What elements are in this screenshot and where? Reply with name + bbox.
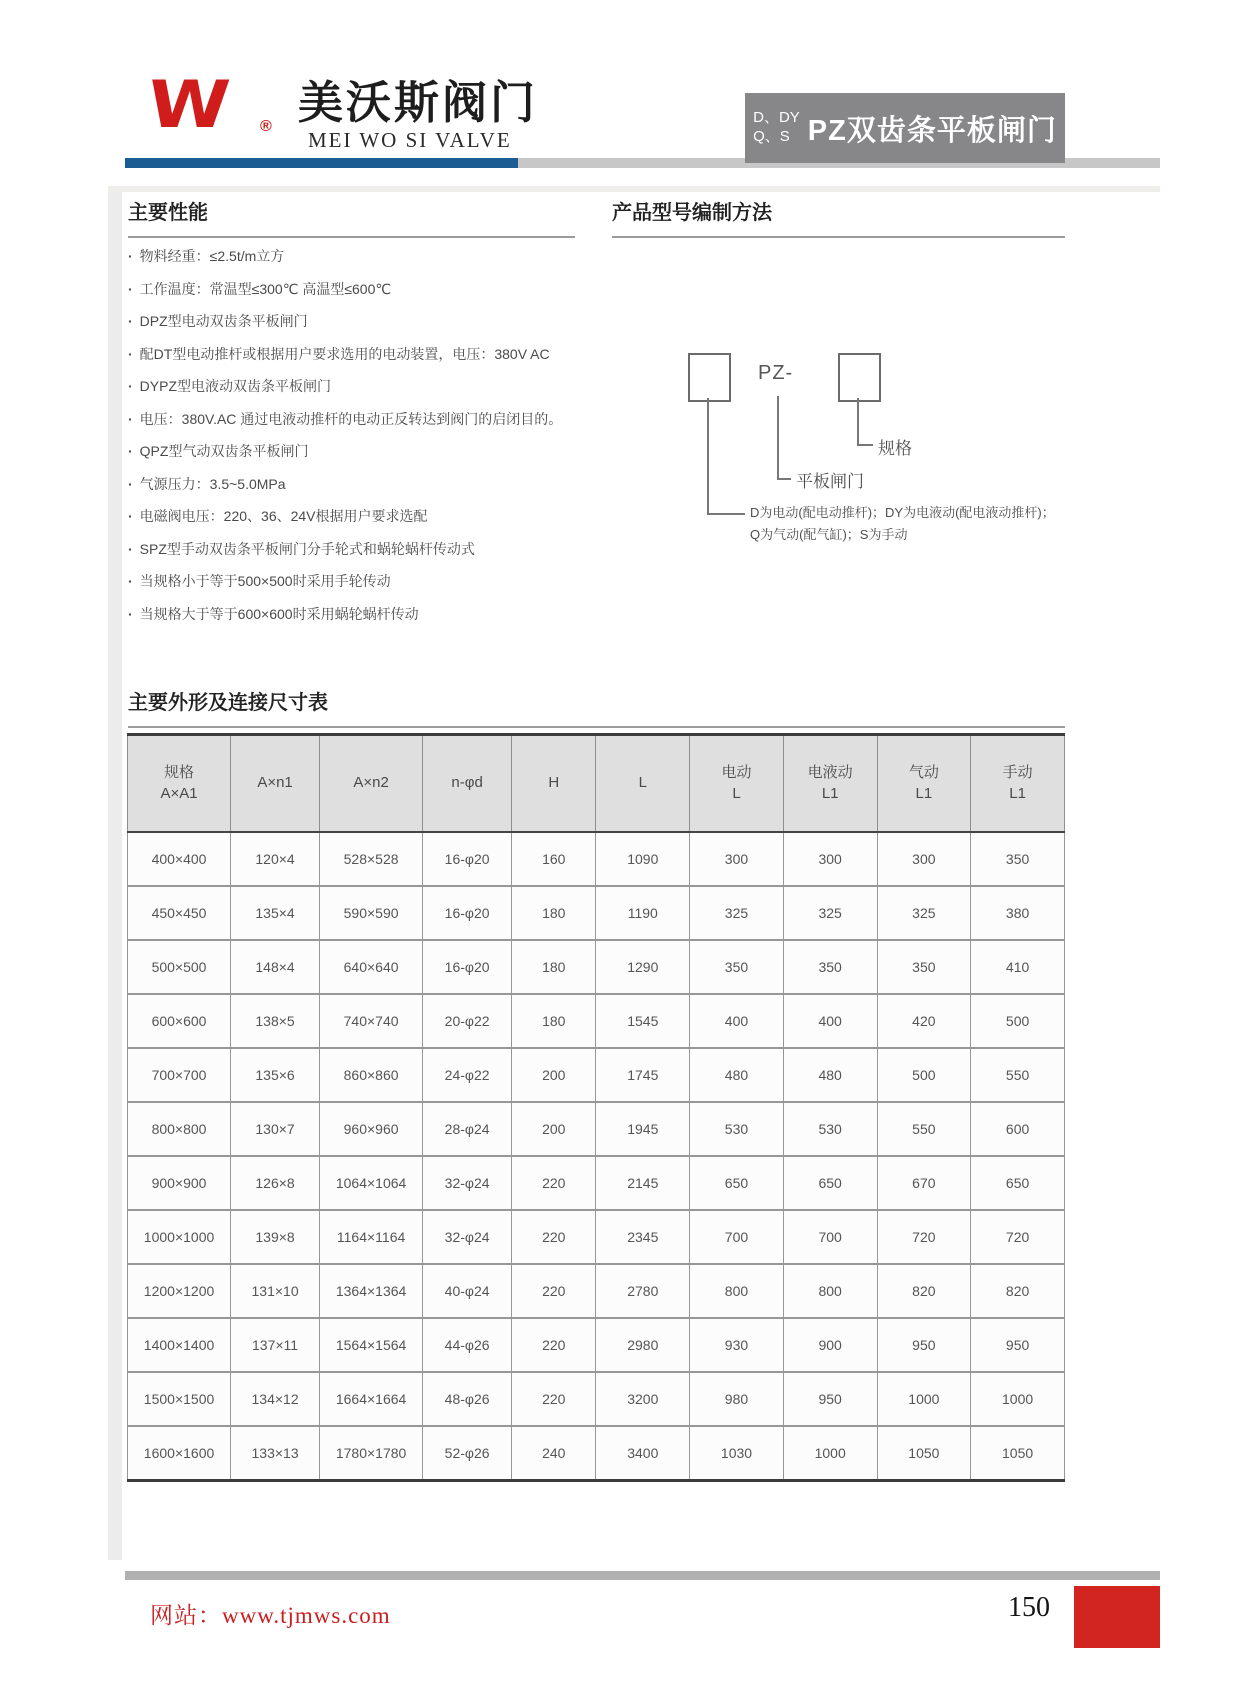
table-cell: 600×600 bbox=[128, 994, 231, 1048]
registered-trademark-icon: ® bbox=[260, 118, 272, 135]
column-header: A×n2 bbox=[320, 735, 423, 833]
table-cell: 1745 bbox=[596, 1048, 690, 1102]
table-cell: 800×800 bbox=[128, 1102, 231, 1156]
performance-item: · 配DT型电动推杆或根据用户要求选用的电动装置，电压：380V AC bbox=[128, 338, 598, 371]
table-cell: 220 bbox=[512, 1156, 596, 1210]
table-cell: 32-φ24 bbox=[423, 1210, 512, 1264]
table-cell: 650 bbox=[971, 1156, 1065, 1210]
table-cell: 1200×1200 bbox=[128, 1264, 231, 1318]
table-row bbox=[128, 940, 1065, 994]
table-cell: 590×590 bbox=[320, 886, 423, 940]
table-cell: 700 bbox=[690, 1210, 784, 1264]
table-cell: 640×640 bbox=[320, 940, 423, 994]
table-cell: 16-φ20 bbox=[423, 886, 512, 940]
performance-item: · SPZ型手动双齿条平板闸门分手轮式和蜗轮蜗杆传动式 bbox=[128, 533, 598, 566]
table-cell: 138×5 bbox=[231, 994, 320, 1048]
page-number: 150 bbox=[1008, 1592, 1050, 1623]
spec-code-box bbox=[838, 353, 881, 402]
table-cell: 220 bbox=[512, 1372, 596, 1426]
table-cell: 950 bbox=[971, 1318, 1065, 1372]
table-cell: 220 bbox=[512, 1210, 596, 1264]
table-cell: 450×450 bbox=[128, 886, 231, 940]
table-cell: 300 bbox=[690, 832, 784, 886]
table-cell: 500 bbox=[971, 994, 1065, 1048]
performance-item: · 物料经重：≤2.5t/m立方 bbox=[128, 240, 598, 273]
table-cell: 700×700 bbox=[128, 1048, 231, 1102]
table-cell: 1000 bbox=[783, 1426, 877, 1481]
table-cell: 800 bbox=[783, 1264, 877, 1318]
table-cell: 139×8 bbox=[231, 1210, 320, 1264]
performance-heading: 主要性能 bbox=[128, 196, 575, 238]
table-row bbox=[128, 1048, 1065, 1102]
table-cell: 1500×1500 bbox=[128, 1372, 231, 1426]
table-cell: 1600×1600 bbox=[128, 1426, 231, 1481]
table-row bbox=[128, 1372, 1065, 1426]
table-cell: 131×10 bbox=[231, 1264, 320, 1318]
table-cell: 24-φ22 bbox=[423, 1048, 512, 1102]
table-cell: 134×12 bbox=[231, 1372, 320, 1426]
table-cell: 1030 bbox=[690, 1426, 784, 1481]
table-cell: 670 bbox=[877, 1156, 971, 1210]
table-cell: 180 bbox=[512, 940, 596, 994]
table-cell: 720 bbox=[971, 1210, 1065, 1264]
table-row bbox=[128, 886, 1065, 940]
table-cell: 350 bbox=[877, 940, 971, 994]
table-cell: 950 bbox=[877, 1318, 971, 1372]
column-header: 手动 L1 bbox=[971, 735, 1065, 833]
spec-label: 规格 bbox=[878, 439, 912, 458]
column-header: 电液动 L1 bbox=[783, 735, 877, 833]
page-margin-strip bbox=[108, 186, 122, 1560]
brand-logo-icon: W bbox=[144, 67, 233, 143]
table-row bbox=[128, 994, 1065, 1048]
performance-item: · 工作温度：常温型≤300℃ 高温型≤600℃ bbox=[128, 273, 598, 306]
table-cell: 325 bbox=[783, 886, 877, 940]
type-codes-line2: Q、S bbox=[753, 128, 790, 145]
table-cell: 820 bbox=[971, 1264, 1065, 1318]
table-cell: 950 bbox=[783, 1372, 877, 1426]
table-cell: 980 bbox=[690, 1372, 784, 1426]
table-cell: 2980 bbox=[596, 1318, 690, 1372]
table-cell: 350 bbox=[971, 832, 1065, 886]
table-cell: 720 bbox=[877, 1210, 971, 1264]
table-cell: 1290 bbox=[596, 940, 690, 994]
drive-code-box bbox=[688, 353, 731, 402]
table-cell: 800 bbox=[690, 1264, 784, 1318]
header-separator-band bbox=[108, 186, 1160, 192]
table-cell: 1364×1364 bbox=[320, 1264, 423, 1318]
table-cell: 1000 bbox=[971, 1372, 1065, 1426]
performance-item: · 气源压力：3.5~5.0MPa bbox=[128, 468, 598, 501]
table-cell: 1000 bbox=[877, 1372, 971, 1426]
company-name-cn: 美沃斯阀门 bbox=[298, 78, 539, 128]
table-cell: 126×8 bbox=[231, 1156, 320, 1210]
table-cell: 16-φ20 bbox=[423, 832, 512, 886]
table-cell: 1050 bbox=[877, 1426, 971, 1481]
table-cell: 220 bbox=[512, 1318, 596, 1372]
table-cell: 32-φ24 bbox=[423, 1156, 512, 1210]
table-cell: 300 bbox=[877, 832, 971, 886]
table-cell: 180 bbox=[512, 994, 596, 1048]
table-cell: 820 bbox=[877, 1264, 971, 1318]
table-row bbox=[128, 1426, 1065, 1481]
performance-item: · 当规格小于等于500×500时采用手轮传动 bbox=[128, 565, 598, 598]
performance-item: · DYPZ型电液动双齿条平板闸门 bbox=[128, 370, 598, 403]
table-cell: 135×6 bbox=[231, 1048, 320, 1102]
table-cell: 480 bbox=[690, 1048, 784, 1102]
table-cell: 380 bbox=[971, 886, 1065, 940]
table-cell: 2780 bbox=[596, 1264, 690, 1318]
performance-item: · QPZ型气动双齿条平板闸门 bbox=[128, 435, 598, 468]
table-cell: 550 bbox=[877, 1102, 971, 1156]
model-number-diagram bbox=[680, 348, 1080, 563]
table-cell: 900 bbox=[783, 1318, 877, 1372]
spec-leader-line bbox=[857, 398, 873, 446]
product-type-codes bbox=[753, 109, 800, 147]
product-title: PZ双齿条平板闸门 bbox=[807, 114, 1057, 147]
table-cell: 400 bbox=[783, 994, 877, 1048]
table-row bbox=[128, 1156, 1065, 1210]
column-header: L bbox=[596, 735, 690, 833]
performance-item: · 电磁阀电压：220、36、24V根据用户要求选配 bbox=[128, 500, 598, 533]
column-header: 电动 L bbox=[690, 735, 784, 833]
table-cell: 400×400 bbox=[128, 832, 231, 886]
table-cell: 1000×1000 bbox=[128, 1210, 231, 1264]
table-cell: 480 bbox=[783, 1048, 877, 1102]
table-cell: 300 bbox=[783, 832, 877, 886]
table-cell: 1664×1664 bbox=[320, 1372, 423, 1426]
product-title-badge bbox=[745, 93, 1065, 163]
table-cell: 3400 bbox=[596, 1426, 690, 1481]
drive-legend-line1: D为电动(配电动推杆)；DY为电液动(配电液动推杆)； bbox=[750, 505, 1055, 520]
table-row bbox=[128, 1318, 1065, 1372]
performance-item: · 电压：380V.AC 通过电液动推杆的电动正反转达到阀门的启闭目的。 bbox=[128, 403, 598, 436]
table-cell: 960×960 bbox=[320, 1102, 423, 1156]
table-cell: 1190 bbox=[596, 886, 690, 940]
column-header: 规格 A×A1 bbox=[128, 735, 231, 833]
dimension-table-body bbox=[128, 832, 1065, 1481]
table-cell: 740×740 bbox=[320, 994, 423, 1048]
company-name-en: MEI WO SI VALVE bbox=[308, 128, 512, 152]
dimension-table-heading: 主要外形及连接尺寸表 bbox=[128, 686, 1065, 728]
table-cell: 1164×1164 bbox=[320, 1210, 423, 1264]
table-cell: 220 bbox=[512, 1264, 596, 1318]
table-cell: 650 bbox=[690, 1156, 784, 1210]
table-cell: 135×4 bbox=[231, 886, 320, 940]
column-header: A×n1 bbox=[231, 735, 320, 833]
dimension-table bbox=[127, 733, 1065, 1482]
table-cell: 700 bbox=[783, 1210, 877, 1264]
model-code-text: PZ- bbox=[758, 362, 794, 384]
table-cell: 200 bbox=[512, 1048, 596, 1102]
table-cell: 325 bbox=[690, 886, 784, 940]
table-cell: 1090 bbox=[596, 832, 690, 886]
dimension-table-head bbox=[128, 735, 1065, 833]
table-row bbox=[128, 1102, 1065, 1156]
table-cell: 1400×1400 bbox=[128, 1318, 231, 1372]
table-cell: 325 bbox=[877, 886, 971, 940]
model-method-heading: 产品型号编制方法 bbox=[612, 196, 1065, 238]
table-cell: 1945 bbox=[596, 1102, 690, 1156]
table-cell: 1064×1064 bbox=[320, 1156, 423, 1210]
drive-leader-line bbox=[707, 398, 745, 515]
table-row bbox=[128, 832, 1065, 886]
column-header: 气动 L1 bbox=[877, 735, 971, 833]
table-cell: 550 bbox=[971, 1048, 1065, 1102]
table-cell: 350 bbox=[783, 940, 877, 994]
table-cell: 20-φ22 bbox=[423, 994, 512, 1048]
table-cell: 930 bbox=[690, 1318, 784, 1372]
table-cell: 528×528 bbox=[320, 832, 423, 886]
table-cell: 160 bbox=[512, 832, 596, 886]
table-cell: 148×4 bbox=[231, 940, 320, 994]
column-header: n-φd bbox=[423, 735, 512, 833]
header-divider-blue bbox=[125, 158, 518, 168]
drive-legend bbox=[750, 502, 1055, 546]
table-cell: 530 bbox=[783, 1102, 877, 1156]
table-cell: 410 bbox=[971, 940, 1065, 994]
table-cell: 860×860 bbox=[320, 1048, 423, 1102]
table-cell: 1050 bbox=[971, 1426, 1065, 1481]
gate-label: 平板闸门 bbox=[796, 472, 864, 491]
gate-leader-line bbox=[777, 396, 791, 480]
drive-legend-line2: Q为气动(配气缸)；S为手动 bbox=[750, 527, 908, 543]
table-cell: 137×11 bbox=[231, 1318, 320, 1372]
table-cell: 120×4 bbox=[231, 832, 320, 886]
footer-divider bbox=[125, 1571, 1160, 1580]
table-cell: 40-φ24 bbox=[423, 1264, 512, 1318]
table-cell: 130×7 bbox=[231, 1102, 320, 1156]
table-cell: 240 bbox=[512, 1426, 596, 1481]
table-cell: 52-φ26 bbox=[423, 1426, 512, 1481]
table-row bbox=[128, 1210, 1065, 1264]
table-cell: 2145 bbox=[596, 1156, 690, 1210]
page-corner-accent bbox=[1074, 1586, 1160, 1648]
performance-item: · 当规格大于等于600×600时采用蜗轮蜗杆传动 bbox=[128, 598, 598, 631]
table-cell: 1780×1780 bbox=[320, 1426, 423, 1481]
type-codes-line1: D、DY bbox=[753, 109, 800, 127]
website-url: 网站：www.tjmws.com bbox=[150, 1603, 391, 1628]
table-cell: 1545 bbox=[596, 994, 690, 1048]
table-cell: 600 bbox=[971, 1102, 1065, 1156]
table-cell: 28-φ24 bbox=[423, 1102, 512, 1156]
table-cell: 420 bbox=[877, 994, 971, 1048]
table-cell: 133×13 bbox=[231, 1426, 320, 1481]
table-cell: 530 bbox=[690, 1102, 784, 1156]
table-cell: 200 bbox=[512, 1102, 596, 1156]
table-cell: 900×900 bbox=[128, 1156, 231, 1210]
table-cell: 350 bbox=[690, 940, 784, 994]
table-cell: 3200 bbox=[596, 1372, 690, 1426]
table-cell: 1564×1564 bbox=[320, 1318, 423, 1372]
table-cell: 48-φ26 bbox=[423, 1372, 512, 1426]
table-cell: 2345 bbox=[596, 1210, 690, 1264]
performance-list bbox=[128, 240, 598, 630]
table-cell: 500×500 bbox=[128, 940, 231, 994]
table-cell: 16-φ20 bbox=[423, 940, 512, 994]
performance-item: · DPZ型电动双齿条平板闸门 bbox=[128, 305, 598, 338]
table-row bbox=[128, 1264, 1065, 1318]
table-cell: 180 bbox=[512, 886, 596, 940]
table-cell: 400 bbox=[690, 994, 784, 1048]
table-cell: 500 bbox=[877, 1048, 971, 1102]
column-header: H bbox=[512, 735, 596, 833]
table-cell: 650 bbox=[783, 1156, 877, 1210]
table-header-row bbox=[128, 735, 1065, 833]
table-cell: 44-φ26 bbox=[423, 1318, 512, 1372]
